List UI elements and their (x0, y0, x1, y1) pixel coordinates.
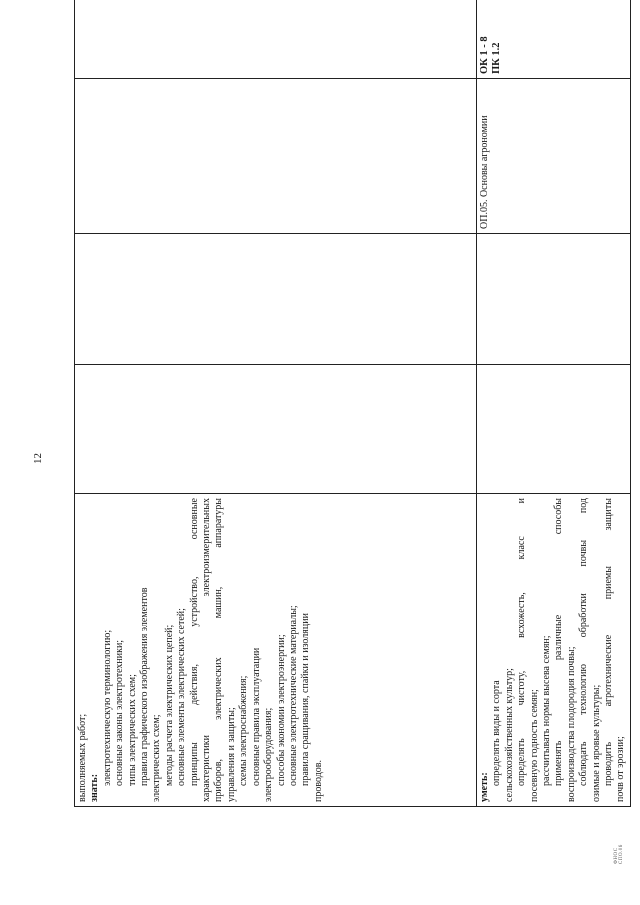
text-line: знать: (89, 773, 101, 802)
text-line: управления и защиты; (225, 707, 237, 802)
competency-code: ОК 1 - 8 (479, 36, 490, 74)
competencies-cell (75, 0, 477, 79)
text-line: проводить агротехнические приемы защиты (603, 498, 615, 786)
text-line: сельскохозяйственных культур; (503, 668, 515, 802)
text-line: правила сращивания, спайки и изоляции (300, 613, 312, 786)
text-line: воспроизводства плодородия почвы; (565, 646, 577, 802)
text-line: приборов, электрических машин, аппаратуры (213, 498, 225, 802)
competency-code: ПК 1.2 (491, 42, 503, 74)
table-row (477, 0, 631, 807)
text-line: рассчитывать нормы высева семян; (541, 635, 553, 786)
empty-cell (75, 234, 477, 365)
text-line: методы расчета электрических цепей; (163, 624, 175, 786)
text-line: применять различные способы (553, 498, 565, 786)
text-line: принципы действия, устройство, основные (188, 498, 200, 786)
text-line: проводов. (312, 759, 324, 802)
text-line: определять чистоту, всхожесть, класс и (516, 498, 528, 786)
text-line: типы электрических схем; (126, 674, 138, 786)
text-line: озимые и яровые культуры; (590, 684, 602, 802)
text-line: способы экономии электроэнергии; (275, 634, 287, 786)
text-line: электротехническую терминологию; (101, 629, 113, 786)
text-line: основные законы электротехники; (114, 639, 126, 786)
discipline-cell (75, 79, 477, 234)
requirements-cell (75, 494, 477, 807)
text-line: основные правила эксплуатации (250, 647, 262, 786)
empty-cell (477, 365, 631, 494)
text-line: соблюдать технологию обработки почвы под (578, 498, 590, 786)
text-line: характеристики электроизмерительных (201, 498, 213, 802)
rotated-table (74, 15, 627, 807)
table-row (75, 0, 477, 807)
text-line: почв от эрозии; (615, 736, 627, 802)
discipline-cell: ОП.05. Основы агрономии (477, 79, 631, 234)
text-line: схемы электроснабжения; (238, 675, 250, 786)
competencies-cell (477, 0, 631, 79)
text-line: правила графического изображения элементов (139, 587, 151, 786)
text-line: посевную годность семян; (528, 689, 540, 802)
competency-table (74, 0, 631, 807)
footer-code: ФНОС СПО.06 (614, 844, 624, 864)
text-line: определять виды и сорта (491, 680, 503, 786)
empty-cell (75, 365, 477, 494)
text-line: уметь: (479, 772, 490, 802)
empty-cell (477, 234, 631, 365)
text-line: электрических схем; (151, 714, 163, 802)
requirements-cell (477, 494, 631, 807)
page-number: 12 (32, 453, 44, 464)
text-line: основные элементы электрических сетей; (176, 608, 188, 786)
text-line: электрооборудования; (263, 707, 275, 802)
text-line: основные электротехнические материалы; (287, 605, 299, 786)
text-line: выполняемых работ; (77, 713, 88, 802)
